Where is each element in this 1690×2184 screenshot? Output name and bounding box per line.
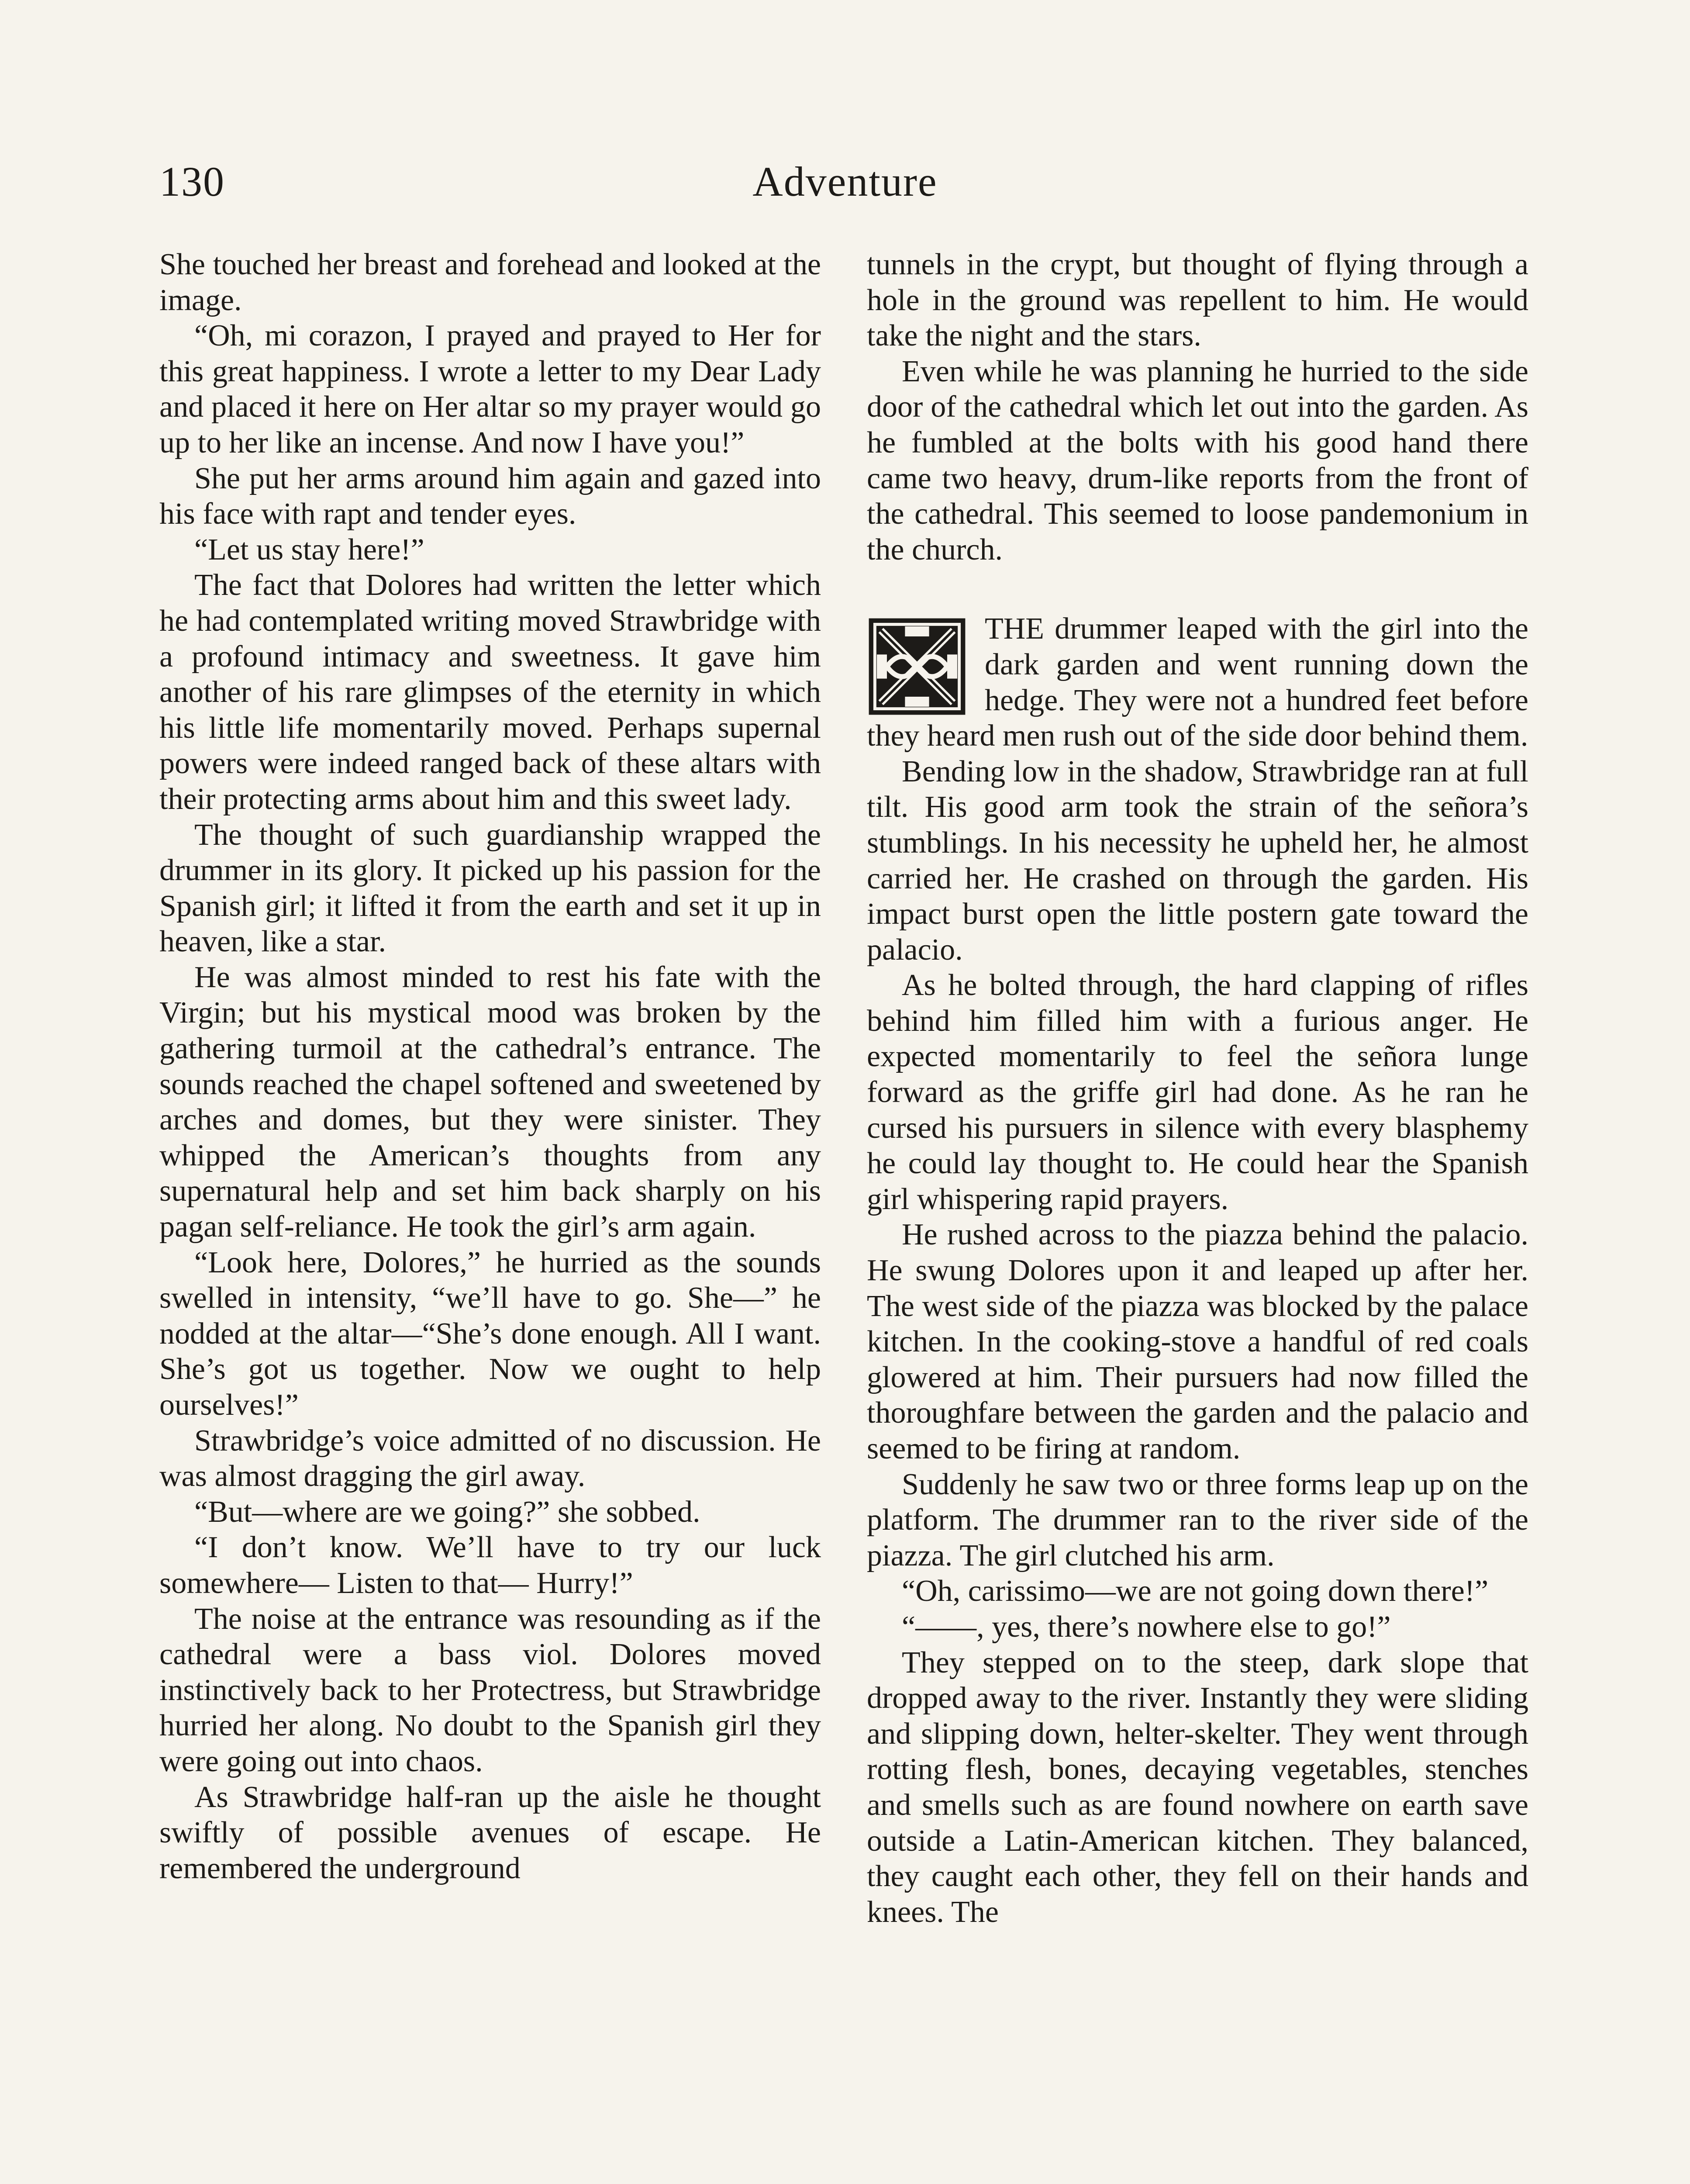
paragraph: As he bolted through, the hard clapping of rifles behind him filled him with a furious anger. He expected momentarily to feel the señora lunge forward as the griffe girl had done. As he ran he cursed his pursuers in silence with every blasphemy he could lay thought to. He could hear the Spanish girl whispering rapid prayers. — [867, 968, 1528, 1216]
left-column — [159, 247, 821, 1886]
running-title: Adventure — [752, 158, 938, 205]
paragraph: “Look here, Dolores,” he hurried as the sounds swelled in intensity, “we’ll have to go. She—” he nodded at the altar—“She’s done enough. All I want. She’s got us together. Now we ought to help ourselves!” — [159, 1245, 821, 1422]
paragraph: “But—where are we going?” she sobbed. — [194, 1495, 700, 1529]
dropcap-first-word: THE — [985, 612, 1045, 646]
page-header — [159, 157, 1531, 214]
paragraph: “——, yes, there’s nowhere else to go!” — [902, 1610, 1391, 1644]
page-number: 130 — [159, 158, 225, 205]
knotwork-dropcap-icon — [867, 616, 967, 717]
paragraph: Bending low in the shadow, Strawbridge ran at full tilt. His good arm took the strain of the señora’s stumblings. In his necessity he upheld her, he almost carried her. He crashed on through the garden. His impact burst open the little postern gate toward the palacio. — [867, 754, 1528, 967]
paragraph: He was almost minded to rest his fate with the Virgin; but his mystical mood was broken by the gathering turmoil at the cathedral’s entrance. The sounds reached the chapel softened and sweetened by arches and domes, but they were sinister. They whipped the American’s thoughts from any supernatural help and set him back sharply on his pagan self-reliance. He took the girl’s arm again. — [159, 960, 821, 1244]
section-opening — [867, 611, 1528, 753]
paragraph: He rushed across to the piazza behind the palacio. He swung Dolores upon it and leaped up after her. The west side of the piazza was blocked by the palace kitchen. In the cooking-stove a handful of red coals glowered at him. Their pursuers had now filled the thoroughfare between the garden and the palacio and seemed to be firing at random. — [867, 1218, 1528, 1465]
paragraph: tunnels in the crypt, but thought of flying through a hole in the ground was repellent to him. He would take the night and the stars. — [867, 248, 1528, 353]
paragraph: Strawbridge’s voice admitted of no discussion. He was almost dragging the girl away. — [159, 1424, 821, 1493]
paragraph: “Oh, carissimo—we are not going down there!” — [902, 1574, 1489, 1608]
paragraph: They stepped on to the steep, dark slope that dropped away to the river. Instantly they were sliding and slipping down, helter-skelter. They went through rotting flesh, bones, decaying vegetables, stenches and smells such as are found nowhere on earth save outside a Latin-American kitchen. They balanced, they caught each other, they fell on their hands and knees. The — [867, 1645, 1528, 1929]
dropcap-text: drummer leaped with the girl into the dark garden and went running down the hedge. They were not a hundred feet before they heard men rush out of the side door behind them. — [867, 612, 1528, 753]
paragraph: She touched her breast and forehead and looked at the image. — [159, 248, 821, 317]
paragraph: The thought of such guardianship wrapped the drummer in its glory. It picked up his passion for the Spanish girl; it lifted it from the earth and set it up in heaven, like a star. — [159, 818, 821, 959]
paragraph: As Strawbridge half-ran up the aisle he thought swiftly of possible avenues of escape. He remembered the underground — [159, 1780, 821, 1885]
paragraph: The fact that Dolores had written the letter which he had contemplated writing moved Strawbridge with a profound intimacy and sweetness. It gave him another of his rare glimpses of the eternity in which his little life momentarily moved. Perhaps supernal powers were indeed ranged back of these altars with their protecting arms about him and this sweet lady. — [159, 568, 821, 816]
paragraph: Even while he was planning he hurried to the side door of the cathedral which let out into the garden. As he fumbled at the bolts with his good hand there came two heavy, drum-like reports from the front of the cathedral. This seemed to loose pandemonium in the church. — [867, 354, 1528, 567]
paragraph: The noise at the entrance was resounding as if the cathedral were a bass viol. Dolores moved instinctively back to her Protectress, but Strawbridge hurried her along. No doubt to the Spanish girl they were going out into chaos. — [159, 1602, 821, 1778]
right-column — [867, 247, 1528, 1930]
paragraph: She put her arms around him again and gazed into his face with rapt and tender eyes. — [159, 461, 821, 531]
paragraph: “Oh, mi corazon, I prayed and prayed to Her for this great happiness. I wrote a letter to my Dear Lady and placed it here on Her altar so my prayer would go up to her like an incense. And now I have you!” — [159, 319, 821, 460]
paragraph: “I don’t know. We’ll have to try our luck somewhere— Listen to that— Hurry!” — [159, 1531, 821, 1600]
paragraph: “Let us stay here!” — [194, 532, 424, 567]
paragraph: Suddenly he saw two or three forms leap up on the platform. The drummer ran to the river side of the piazza. The girl clutched his arm. — [867, 1467, 1528, 1572]
